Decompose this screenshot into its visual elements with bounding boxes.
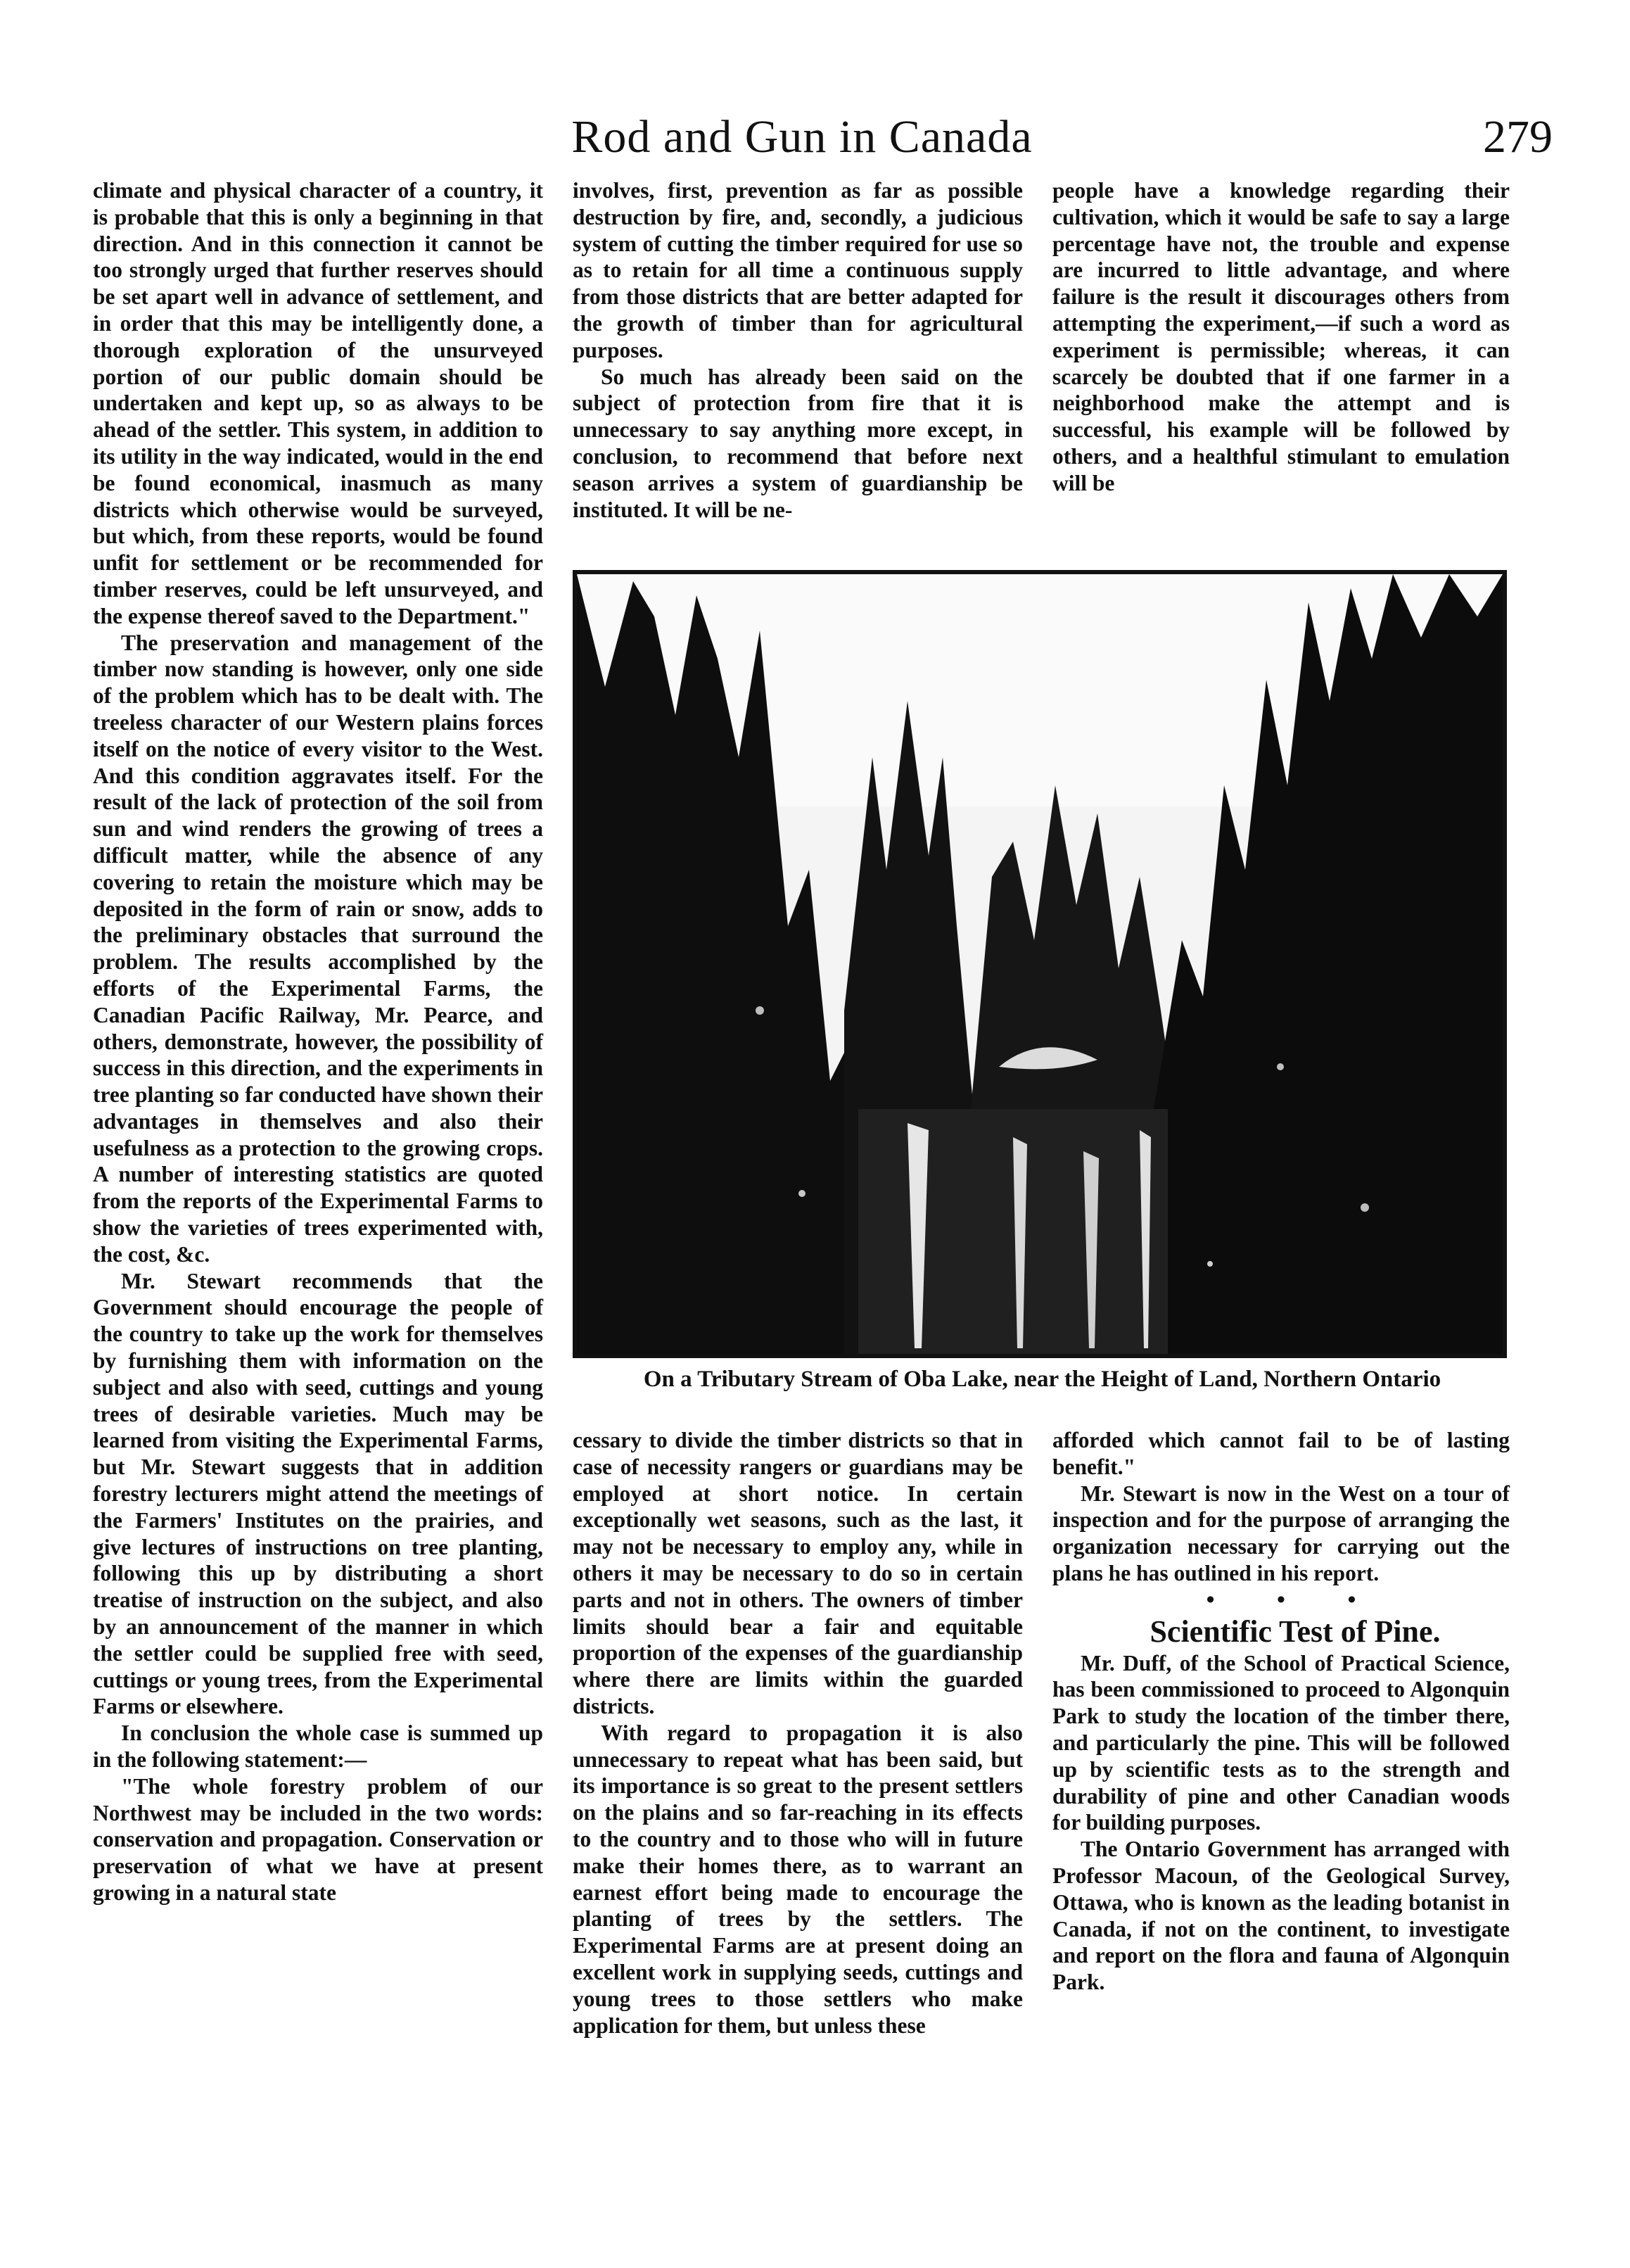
- page-header: [0, 99, 1630, 176]
- photograph: [573, 570, 1507, 1358]
- paragraph: afforded which cannot fail to be of lasting benefit.": [1052, 1428, 1510, 1479]
- paragraph: cessary to divide the timber districts so that in case of necessity rangers or guardians may be employed at short notice. In certain exceptionally wet seasons, such as the last, it may not be necessary to employ any, while in others it may be necessary to do so in certain parts and not in others. The owners of timber limits should bear a fair and equitable proportion of the expenses of the guardianship where there are limits within the guarded districts.: [573, 1428, 1023, 1718]
- forest-stream-photo: [577, 574, 1503, 1354]
- section-heading: Scientific Test of Pine.: [1150, 1614, 1441, 1649]
- paragraph: The preservation and management of the timber now standing is however, only one side of the problem which has to be dealt with. The treeless character of our Western plains forces itself on the notice of every visitor to the West. And this condition aggravates itself. For the result of the lack of protection of the soil from sun and wind renders the growing of trees a difficult matter, while the absence of any covering to retain the moisture which may be deposited in the form of rain or snow, adds to the preliminary obstacles that surround the problem. The results accomplished by the efforts of the Experimental Farms, the Canadian Pacific Railway, Mr. Pearce, and others, demonstrate, however, the possibility of success in this direction, and the experiments in tree planting so far conducted have shown their advantages in themselves and also their usefulness as a protection to the growing crops. A number of interesting statistics are quoted from the reports of the Experimental Farms to show the varieties of trees experimented with, the cost, &c.: [93, 630, 543, 1267]
- page-number: 279: [1483, 111, 1553, 163]
- paragraph: In conclusion the whole case is summed up in the following statement:—: [93, 1721, 543, 1773]
- column-2-top: [573, 177, 1023, 522]
- paragraph: With regard to propagation it is also unnecessary to repeat what has been said, but its importance is so great to the present settlers on the plains and so far-reaching in its effects to the country and to those who will in future make their homes there, as to warrant an earnest effort being made to encourage the planting of trees by the settlers. The Experimental Farms are at present doing an excellent work in supplying seeds, cuttings and young trees to those settlers who make application for them, but unless these: [573, 1720, 1023, 2038]
- paragraph: involves, first, prevention as far as possible destruction by fire, and, secondly, a judicious system of cutting the timber required for use so as to retain for all time a continuous supply from those districts that are better adapted for the growth of timber than for agricultural purposes.: [573, 178, 1023, 362]
- paragraph: Mr. Stewart recommends that the Government should encourage the people of the country to take up the work for themselves by furnishing them with information on the subject and also with seed, cuttings and young trees of desirable varieties. Much may be learned from visiting the Experimental Farms, but Mr. Stewart suggests that in addition forestry lecturers might attend the meetings of the Farmers' Institutes on the prairies, and give lectures of instructions on tree planting, following this up by distributing a short treatise of instruction on the subject, and also by an announcement of the manner in which the settler could be supplied free with seed, cuttings or young trees, from the Experimental Farms or elsewhere.: [93, 1268, 543, 1719]
- paragraph: people have a knowledge regarding their cultivation, which it would be safe to say a large percentage have not, the trouble and expense are incurred to little advantage, and where failure is the result it discourages others from attempting the experiment,—if such a word as experiment is permissible; whereas, it can scarcely be doubted that if one farmer in a neighborhood make the attempt and is successful, his example will be followed by others, and a healthful stimulant to emulation will be: [1052, 178, 1510, 495]
- paragraph: Mr. Duff, of the School of Practical Science, has been commissioned to proceed to Algonquin Park to study the location of the timber there, and particularly the pine. This will be followed up by scientific tests as to the strength and durability of pine and other Canadian woods for building purposes.: [1052, 1650, 1510, 1835]
- paragraph: Mr. Stewart is now in the West on a tour of inspection and for the purpose of arranging the organization necessary for carrying out the plans he has outlined in his report.: [1052, 1481, 1510, 1585]
- running-title: Rod and Gun in Canada: [571, 111, 1033, 163]
- column-3-top: [1052, 177, 1510, 508]
- column-3-bottom: [1052, 1427, 1510, 2082]
- paragraph: The Ontario Government has arranged with Professor Macoun, of the Geological Survey, Ottawa, who is known as the leading botanist in Canada, if not on the continent, to investigate and report on the flora and fauna of Algonquin Park.: [1052, 1837, 1510, 1995]
- column-1: [93, 177, 543, 2084]
- section-divider: • • •: [1206, 1586, 1384, 1613]
- paragraph: So much has already been said on the subject of protection from fire that it is unnecessary to say anything more except, in conclusion, to recommend that before next season arrives a system of guardianship be instituted. It will be ne-: [573, 364, 1023, 522]
- paragraph: "The whole forestry problem of our Northwest may be included in the two words: conservation and propagation. Conservation or preservation of what we have at present growing in a natural state: [93, 1773, 543, 1905]
- photo-caption: On a Tributary Stream of Oba Lake, near the Height of Land, Northern Ontario: [643, 1367, 1441, 1392]
- column-2-bottom: [573, 1427, 1023, 2082]
- paragraph: climate and physical character of a country, it is probable that this is only a beginning in that direction. And in this connection it cannot be too strongly urged that further reserves should be set apart well in advance of settlement, and in order that this may be intelligently done, a thorough exploration of the unsurveyed portion of our public domain should be undertaken and kept up, so as always to be ahead of the settler. This system, in addition to its utility in the way indicated, would in the end be found economical, inasmuch as many districts which otherwise would be surveyed, but which, from these reports, would be found unfit for settlement or be recommended for timber reserves, could be left unsurveyed, and the expense thereof saved to the Department.": [93, 178, 543, 628]
